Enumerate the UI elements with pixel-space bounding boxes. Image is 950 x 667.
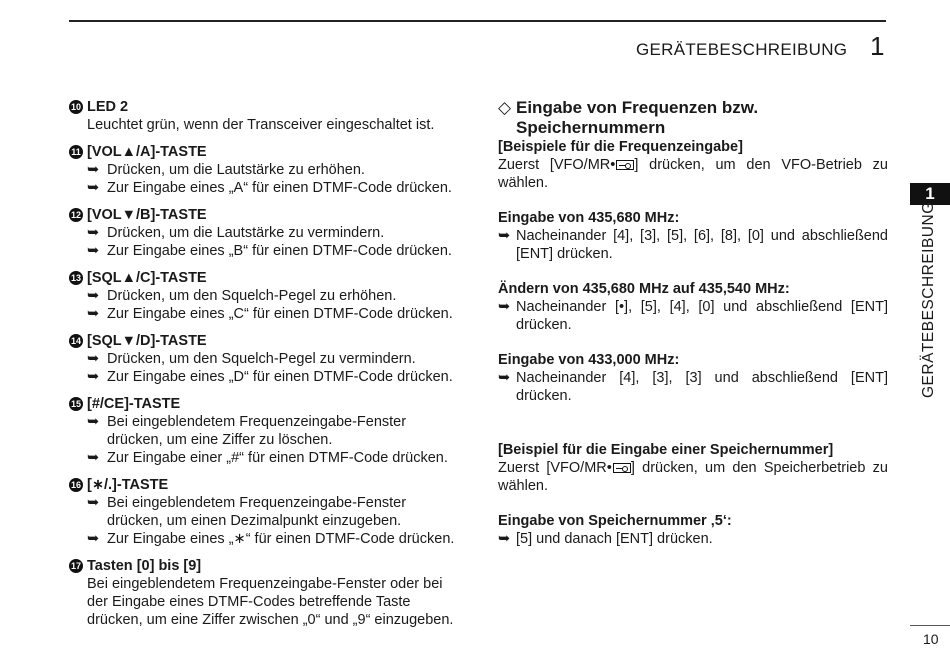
item-description: Bei eingeblendetem Frequenzeingabe-Fenster oder bei der Eingabe eines DTMF-Codes betreffende Taste drücken, um eine Ziffer zwischen „0“ und „9“ einzugeben. <box>87 576 454 628</box>
chapter-side-label: GERÄTEBESCHREIBUNG <box>920 201 937 398</box>
item-bullet <box>69 161 461 179</box>
memory-example-title: Eingabe von Speichernummer ‚5‘: <box>498 513 732 529</box>
key-description-item <box>69 557 461 629</box>
arrow-icon: ➥ <box>87 225 100 241</box>
section-title: Eingabe von Frequenzen bzw. Speichernummern <box>516 98 759 137</box>
memory-intro: Zuerst [VFO/MR• ] drücken, um den Speicherbetrieb zu wählen. <box>498 460 888 494</box>
item-bullet <box>69 413 461 449</box>
bullet-text: Drücken, um die Lautstärke zu vermindern. <box>107 225 385 241</box>
bullet-text: Zur Eingabe einer „#“ für einen DTMF-Code drücken. <box>107 450 448 466</box>
item-heading <box>69 98 461 116</box>
number-badge: 14 <box>70 336 81 346</box>
item-title: LED 2 <box>87 99 129 115</box>
item-heading <box>69 395 461 413</box>
bullet-text: Drücken, um den Squelch-Pegel zu vermindern. <box>107 351 416 367</box>
item-title: [SQL▼/D]-TASTE <box>87 333 207 349</box>
arrow-icon: ➥ <box>87 495 100 511</box>
bullet-text: Zur Eingabe eines „∗“ für einen DTMF-Code drücken. <box>107 531 455 547</box>
item-title: [#/CE]-TASTE <box>87 396 181 412</box>
diamond-icon: ◇ <box>498 98 512 117</box>
item-bullet <box>69 449 461 467</box>
bullet-text: Drücken, um den Squelch-Pegel zu erhöhen. <box>107 288 397 304</box>
arrow-icon: ➥ <box>87 243 100 259</box>
item-title: [SQL▲/C]-TASTE <box>87 270 207 286</box>
arrow-icon: ➥ <box>498 299 511 315</box>
key-description-item <box>69 269 461 323</box>
item-bullet <box>69 494 461 530</box>
arrow-icon: ➥ <box>498 531 511 547</box>
item-bullet <box>69 242 461 260</box>
freq-intro: Zuerst [VFO/MR• ] drücken, um den VFO-Betrieb zu wählen. <box>498 157 888 191</box>
arrow-icon: ➥ <box>87 162 100 178</box>
arrow-icon: ➥ <box>87 351 100 367</box>
arrow-icon: ➥ <box>87 369 100 385</box>
item-heading <box>69 269 461 287</box>
item-title: Tasten [0] bis [9] <box>87 558 202 574</box>
arrow-icon: ➥ <box>87 531 100 547</box>
arrow-icon: ➥ <box>87 180 100 196</box>
key-description-item <box>69 143 461 197</box>
item-bullet <box>69 224 461 242</box>
key-description-item <box>69 206 461 260</box>
page-number-rule <box>910 625 950 626</box>
key-description-item <box>69 332 461 386</box>
key-description-item <box>69 476 461 548</box>
memory-example-step: ➥ [5] und danach [ENT] drücken. <box>498 531 713 547</box>
bullet-text: Drücken, um die Lautstärke zu erhöhen. <box>107 162 365 178</box>
arrow-icon: ➥ <box>87 306 100 322</box>
item-description: Leuchtet grün, wenn der Transceiver eingeschaltet ist. <box>87 117 435 133</box>
item-heading <box>69 332 461 350</box>
example-2-step: ➥ Nacheinander [•], [5], [4], [0] und abschließend [ENT] drücken. <box>498 299 888 333</box>
item-bullet <box>69 305 461 323</box>
arrow-icon: ➥ <box>87 450 100 466</box>
bullet-text: Zur Eingabe eines „A“ für einen DTMF-Code drücken. <box>107 180 452 196</box>
item-heading <box>69 143 461 161</box>
chapter-title: GERÄTEBESCHREIBUNG <box>636 40 848 59</box>
number-badge: 12 <box>70 210 81 220</box>
arrow-icon: ➥ <box>87 414 100 430</box>
bullet-text: Zur Eingabe eines „D“ für einen DTMF-Code drücken. <box>107 369 453 385</box>
number-badge: 11 <box>69 145 83 159</box>
bullet-text: Bei eingeblendetem Frequenzeingabe-Fenster drücken, um einen Dezimalpunkt einzugeben. <box>107 495 407 529</box>
example-1-title: Eingabe von 435,680 MHz: <box>498 210 680 226</box>
chapter-number: 1 <box>870 31 885 61</box>
item-heading <box>69 476 461 494</box>
chapter-tab: 1 <box>910 183 950 205</box>
item-title: [VOL▼/B]-TASTE <box>87 207 207 223</box>
item-title: [∗/.]-TASTE <box>87 477 169 493</box>
header-rule <box>69 20 886 22</box>
item-heading <box>69 206 461 224</box>
arrow-icon: ➥ <box>498 228 511 244</box>
bullet-text: Bei eingeblendetem Frequenzeingabe-Fenster drücken, um eine Ziffer zu löschen. <box>107 414 407 448</box>
section-heading <box>498 98 888 138</box>
freq-examples-heading: [Beispiele für die Frequenzeingabe] <box>498 139 743 155</box>
example-2-title: Ändern von 435,680 MHz auf 435,540 MHz: <box>498 281 790 297</box>
left-column <box>69 98 461 638</box>
memory-example-heading: [Beispiel für die Eingabe einer Speichernummer] <box>498 442 834 458</box>
item-bullet <box>69 179 461 197</box>
key-icon <box>613 463 631 473</box>
number-badge: 17 <box>70 561 81 571</box>
example-1-step: ➥ Nacheinander [4], [3], [5], [6], [8], [0] und abschließend [ENT] drücken. <box>498 228 888 262</box>
key-description-item <box>69 395 461 467</box>
page-number: 10 <box>923 631 939 647</box>
number-badge: 10 <box>70 102 81 112</box>
key-icon <box>616 160 634 170</box>
bullet-text: Zur Eingabe eines „B“ für einen DTMF-Code drücken. <box>107 243 452 259</box>
item-heading <box>69 557 461 575</box>
number-badge: 15 <box>70 399 81 409</box>
bullet-text: Zur Eingabe eines „C“ für einen DTMF-Code drücken. <box>107 306 453 322</box>
item-bullet <box>69 287 461 305</box>
number-badge: 16 <box>70 480 81 490</box>
key-description-item <box>69 98 461 134</box>
item-bullet <box>69 350 461 368</box>
item-bullet <box>69 530 461 548</box>
number-badge: 13 <box>70 273 81 283</box>
example-3-step: ➥ Nacheinander [4], [3], [3] und abschließend [ENT] drücken. <box>498 370 888 404</box>
arrow-icon: ➥ <box>87 288 100 304</box>
arrow-icon: ➥ <box>498 370 511 386</box>
item-title: [VOL▲/A]-TASTE <box>87 144 207 160</box>
example-3-title: Eingabe von 433,000 MHz: <box>498 352 680 368</box>
right-column <box>498 98 888 565</box>
item-bullet <box>69 368 461 386</box>
